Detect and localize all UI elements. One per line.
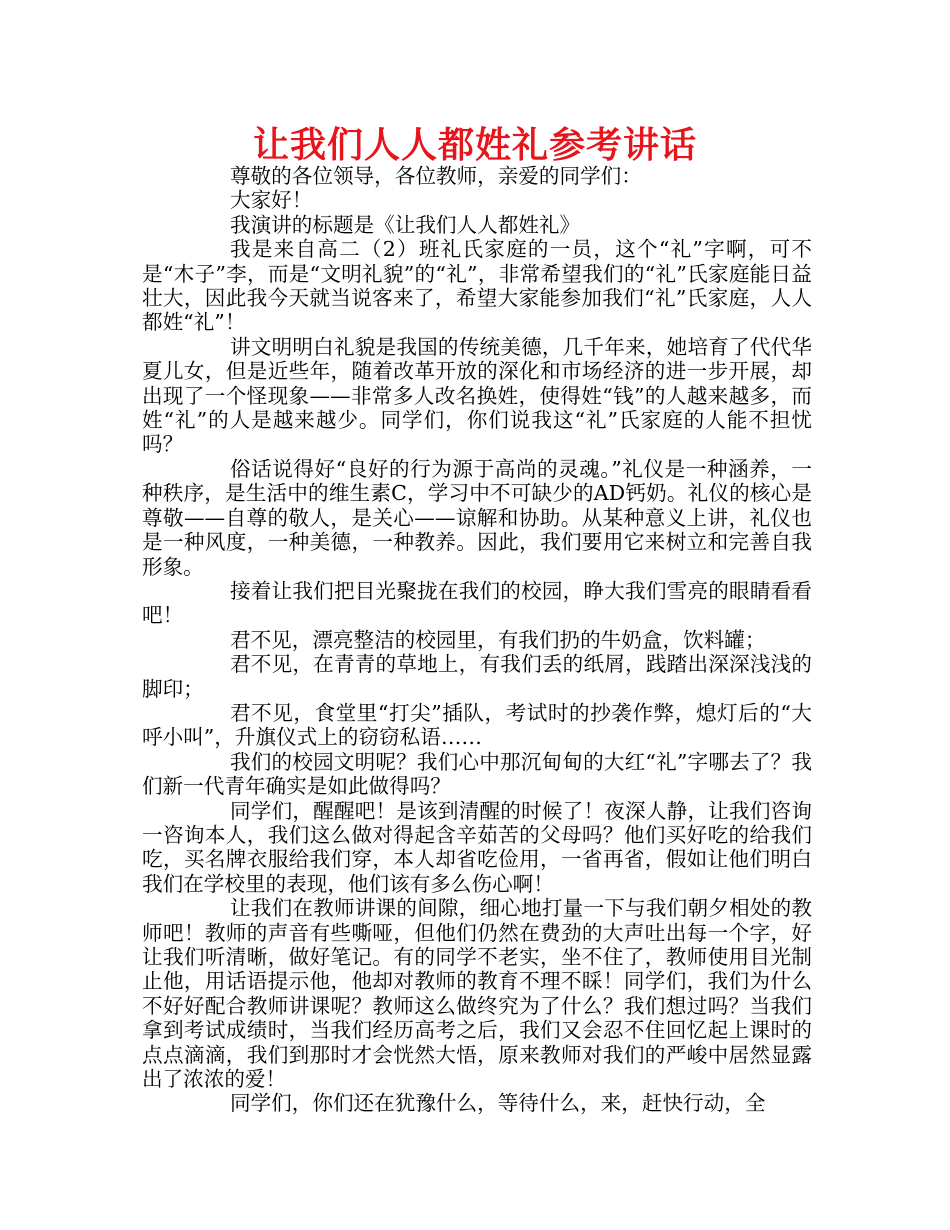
- document-title: 让我们人人都姓礼参考讲话: [252, 125, 697, 166]
- body-paragraph: 我是来自高二（2）班礼氏家庭的一员，这个“礼”字啊，可不是“木子”李，而是“文明礼貌”的“礼”，非常希望我们的“礼”氏家庭能日益壮大，因此我今天就当说客来了，希望大家能参加我们“礼”氏家庭，人人都姓“礼”！: [142, 237, 812, 335]
- body-paragraph: 君不见，漂亮整洁的校园里，有我们扔的牛奶盒，饮料罐；: [230, 627, 766, 652]
- document-body: [142, 164, 812, 1116]
- body-paragraph: 君不见，在青青的草地上，有我们丢的纸屑，践踏出深深浅浅的脚印；: [142, 652, 812, 701]
- greeting: 大家好！: [230, 188, 313, 213]
- body-paragraph: 同学们，你们还在犹豫什么，等待什么，来，赶快行动，全: [230, 1091, 766, 1116]
- body-paragraph: 让我们在教师讲课的间隙，细心地打量一下与我们朝夕相处的教师吧！教师的声音有些嘶哑，但他们仍然在费劲的大声吐出每一个字，好让我们听清晰，做好笔记。有的同学不老实，坐不住了，教师使用目光制止他，用话语提示他，他却对教师的教育不理不睬！同学们，我们为什么不好好配合教师讲课呢？教师这么做终究为了什么？我们想过吗？当我们拿到考试成绩时，当我们经历高考之后，我们又会忍不住回忆起上课时的点点滴滴，我们到那时才会恍然大悟，原来教师对我们的严峻中居然显露出了浓浓的爱！: [142, 896, 812, 1092]
- body-paragraph: 我们的校园文明呢？我们心中那沉甸甸的大红“礼”字哪去了？我们新一代青年确实是如此做得吗？: [142, 749, 812, 799]
- body-paragraph: 接着让我们把目光聚拢在我们的校园，睁大我们雪亮的眼睛看看吧！: [142, 578, 812, 628]
- body-paragraph: 同学们，醒醒吧！是该到清醒的时候了！夜深人静，让我们咨询一咨询本人，我们这么做对得起含辛茹苦的父母吗？他们买好吃的给我们吃，买名牌衣服给我们穿，本人却省吃俭用，一省再省，假如让他们明白我们在学校里的表现，他们该有多么伤心啊！: [142, 798, 812, 896]
- salutation: 尊敬的各位领导，各位教师，亲爱的同学们：: [230, 164, 642, 188]
- speech-topic: 我演讲的标题是《让我们人人都姓礼》: [230, 212, 581, 237]
- body-paragraph: 俗话说得好“良好的行为源于高尚的灵魂。”礼仪是一种涵养，一种秩序，是生活中的维生素C，学习中不可缺少的AD钙奶。礼仪的核心是尊敬——自尊的敬人，是关心——谅解和协助。从某种意义上讲，礼仪也是一种风度，一种美德，一种教养。因此，我们要用它来树立和完善自我形象。: [142, 456, 812, 579]
- body-paragraph: 讲文明明白礼貌是我国的传统美德，几千年来，她培育了代代华夏儿女，但是近些年，随着改革开放的深化和市场经济的进一步开展，却出现了一个怪现象——非常多人改名换姓，使得姓“钱”的人越来越多，而姓“礼”的人是越来越少。同学们，你们说我这“礼”氏家庭的人能不担忧吗？: [142, 334, 812, 457]
- body-paragraph: 君不见，食堂里“打尖”插队，考试时的抄袭作弊，熄灯后的“大呼小叫”，升旗仪式上的窃窃私语……: [142, 700, 812, 750]
